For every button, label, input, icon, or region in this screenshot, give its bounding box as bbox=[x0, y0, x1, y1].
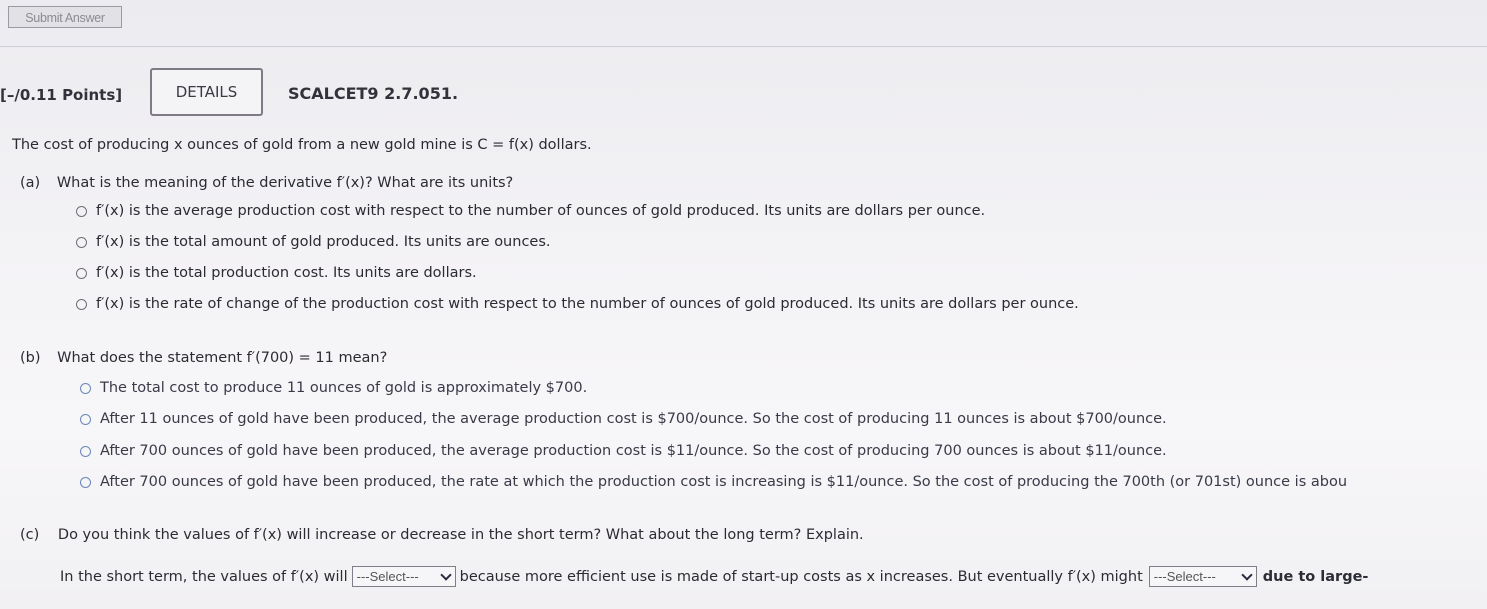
part-a-option-2[interactable] bbox=[76, 234, 551, 250]
chevron-down-icon bbox=[440, 569, 451, 580]
part-b-label: (b) bbox=[20, 350, 41, 366]
select-value: ---Select--- bbox=[356, 569, 419, 584]
short-term-select[interactable] bbox=[352, 566, 456, 587]
option-label: f′(x) is the total amount of gold produced. Its units are ounces. bbox=[96, 234, 551, 250]
select-value: ---Select--- bbox=[1153, 569, 1216, 584]
part-a-label: (a) bbox=[20, 175, 41, 191]
part-c-text-3: due to large- bbox=[1262, 568, 1369, 585]
part-c-question bbox=[20, 527, 864, 543]
part-c-label: (c) bbox=[20, 527, 40, 543]
option-label: After 700 ounces of gold have been produced, the average production cost is $11/ounce. So the cost of producing 700 ounces is about $11/ounce. bbox=[100, 443, 1167, 459]
part-a-option-3[interactable] bbox=[76, 265, 477, 281]
question-intro: The cost of producing x ounces of gold from a new gold mine is C = f(x) dollars. bbox=[12, 137, 592, 153]
radio-button-icon[interactable] bbox=[80, 477, 91, 488]
option-label: f′(x) is the total production cost. Its units are dollars. bbox=[96, 265, 477, 281]
radio-button-icon[interactable] bbox=[80, 414, 91, 425]
option-label: f′(x) is the rate of change of the production cost with respect to the number of ounces of gold produced. Its units are dollars per ounce. bbox=[96, 296, 1079, 312]
chevron-down-icon bbox=[1241, 569, 1252, 580]
part-c-text-1: In the short term, the values of f′(x) will bbox=[60, 568, 348, 585]
problem-id: SCALCET9 2.7.051. bbox=[288, 84, 459, 103]
details-button[interactable]: DETAILS bbox=[150, 68, 263, 116]
radio-button-icon[interactable] bbox=[76, 268, 87, 279]
radio-button-icon[interactable] bbox=[80, 383, 91, 394]
option-label: The total cost to produce 11 ounces of gold is approximately $700. bbox=[100, 380, 588, 396]
radio-button-icon[interactable] bbox=[80, 446, 91, 457]
part-a-option-4[interactable] bbox=[76, 296, 1079, 312]
part-b-option-2[interactable] bbox=[80, 411, 1167, 427]
submit-answer-button[interactable]: Submit Answer bbox=[8, 6, 122, 28]
section-divider bbox=[0, 46, 1487, 47]
option-label: f′(x) is the average production cost with respect to the number of ounces of gold produced. Its units are dollars per ounce. bbox=[96, 203, 986, 219]
part-b-option-4[interactable] bbox=[80, 474, 1347, 490]
radio-button-icon[interactable] bbox=[76, 237, 87, 248]
part-a-question bbox=[20, 175, 513, 191]
radio-button-icon[interactable] bbox=[76, 299, 87, 310]
long-term-select[interactable] bbox=[1149, 566, 1257, 587]
part-b-option-3[interactable] bbox=[80, 443, 1167, 459]
option-label: After 11 ounces of gold have been produced, the average production cost is $700/ounce. So the cost of producing 11 ounces is about $700/ounce. bbox=[100, 411, 1167, 427]
part-c-text-2: because more efficient use is made of start-up costs as x increases. But eventually f′(x) might bbox=[459, 568, 1143, 585]
part-b-option-1[interactable] bbox=[80, 380, 587, 396]
points-label: [–/0.11 Points] bbox=[0, 86, 123, 104]
part-c-text: Do you think the values of f′(x) will increase or decrease in the short term? What about the long term? Explain. bbox=[57, 527, 864, 543]
part-c-answer-row bbox=[60, 566, 1368, 587]
part-b-text: What does the statement f′(700) = 11 mean? bbox=[57, 350, 388, 366]
part-a-text: What is the meaning of the derivative f′(x)? What are its units? bbox=[56, 175, 514, 191]
part-b-question bbox=[20, 350, 387, 366]
radio-button-icon[interactable] bbox=[76, 206, 87, 217]
option-label: After 700 ounces of gold have been produced, the rate at which the production cost is increasing is $11/ounce. So the cost of producing the 700th (or 701st) ounce is abou bbox=[100, 474, 1348, 490]
part-a-option-1[interactable] bbox=[76, 203, 985, 219]
